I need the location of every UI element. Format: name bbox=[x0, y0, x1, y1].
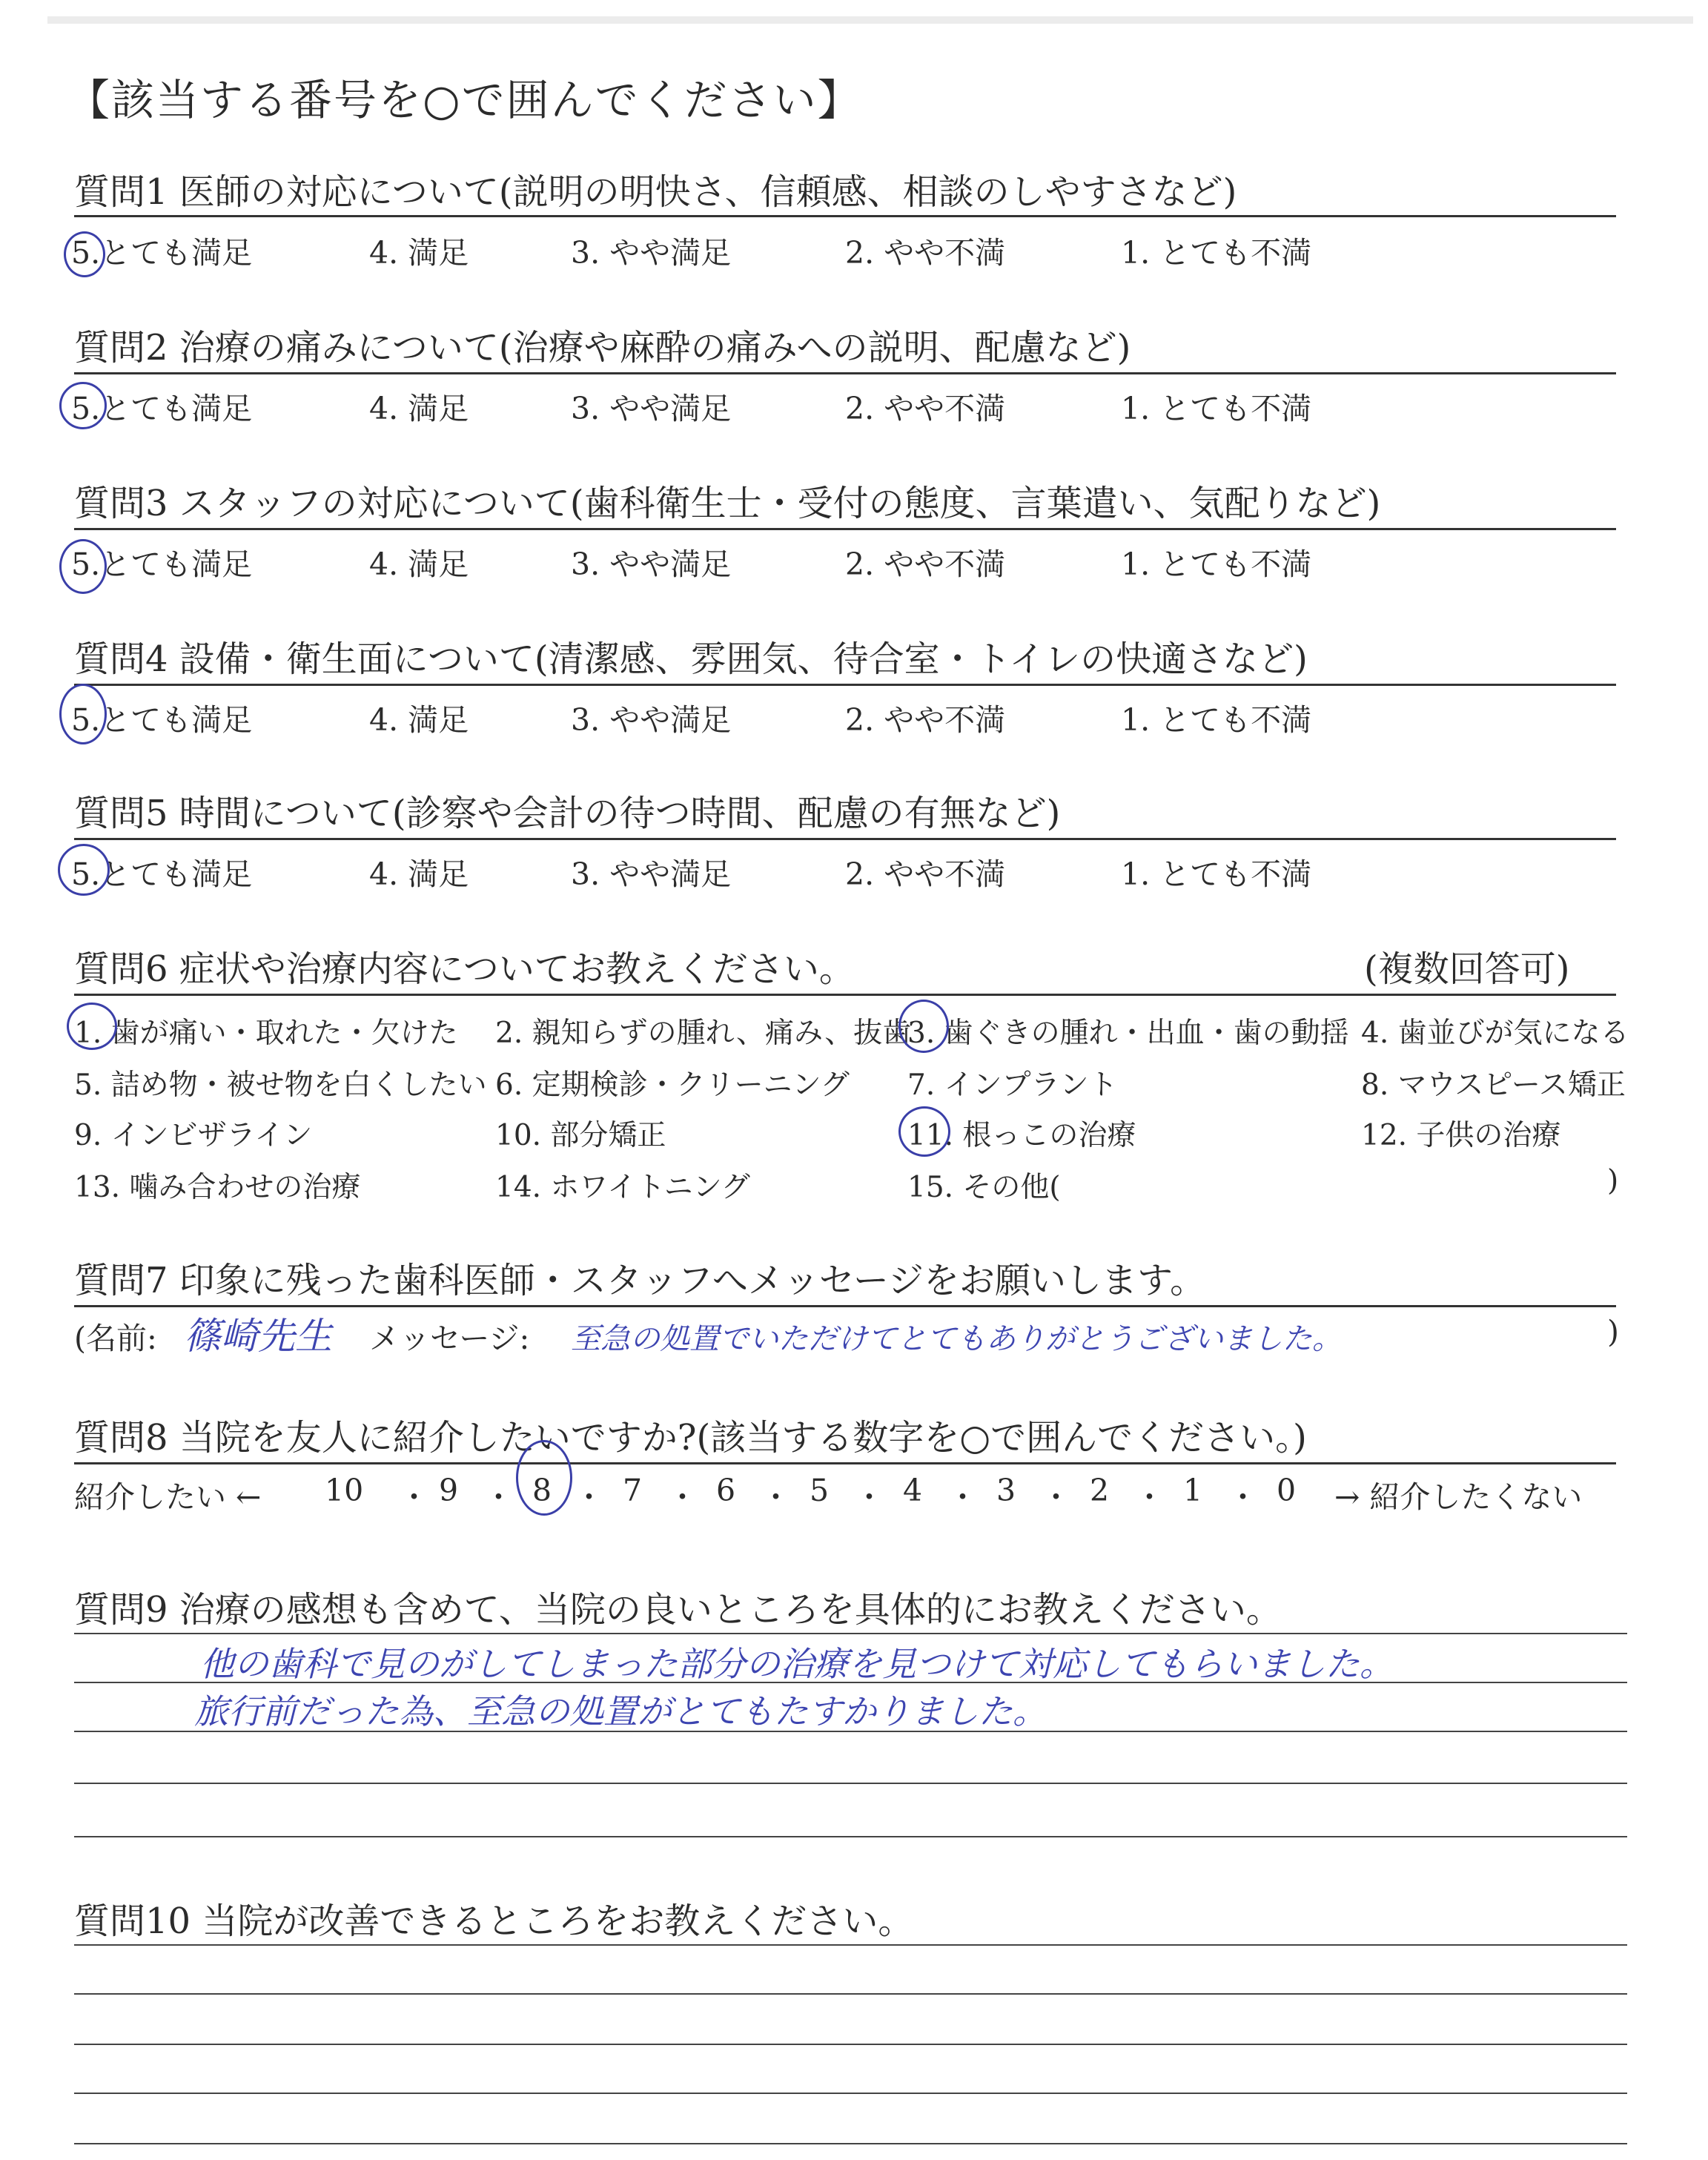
question-3: 質問3 スタッフの対応について(歯科衛生士・受付の態度、言葉遣い、気配りなど) bbox=[74, 483, 1381, 524]
q8-number-8[interactable]: 8 bbox=[532, 1473, 552, 1508]
q5-option-3[interactable]: 3. やや満足 bbox=[571, 856, 732, 892]
question-10: 質問10 当院が改善できるところをお教えください。 bbox=[74, 1900, 914, 1942]
q7-message-label: メッセージ: bbox=[369, 1321, 530, 1356]
q3-option-3[interactable]: 3. やや満足 bbox=[571, 546, 732, 582]
q8-dot: ・ bbox=[947, 1479, 978, 1515]
q6-option-14[interactable]: 14. ホワイトニング bbox=[495, 1171, 750, 1204]
q2-option-5[interactable]: 5.とても満足 bbox=[71, 391, 253, 426]
q9-answer-line-2[interactable]: 旅行前だった為、至急の処置がとてもたすかりました。 bbox=[194, 1691, 1047, 1731]
q1-option-2[interactable]: 2. やや不満 bbox=[845, 235, 1006, 271]
q8-dot: ・ bbox=[1041, 1479, 1071, 1515]
q8-dot: ・ bbox=[667, 1479, 698, 1515]
q2-answer-circle bbox=[59, 382, 107, 429]
q8-left-label: 紹介したい ← bbox=[74, 1479, 262, 1515]
question-2-rule bbox=[74, 372, 1616, 374]
q8-number-2[interactable]: 2 bbox=[1090, 1473, 1110, 1508]
q8-dot: ・ bbox=[1228, 1479, 1258, 1515]
q4-option-4[interactable]: 4. 満足 bbox=[369, 702, 469, 738]
q8-number-9[interactable]: 9 bbox=[439, 1473, 459, 1508]
q1-option-3[interactable]: 3. やや満足 bbox=[571, 235, 732, 271]
q3-answer-circle bbox=[59, 539, 107, 594]
question-2: 質問2 治療の痛みについて(治療や麻酔の痛みへの説明、配慮など) bbox=[74, 327, 1131, 369]
q10-line bbox=[74, 1944, 1627, 1946]
question-4-rule bbox=[74, 684, 1616, 686]
q6-option-13[interactable]: 13. 噛み合わせの治療 bbox=[74, 1171, 361, 1204]
q6-option-12[interactable]: 12. 子供の治療 bbox=[1361, 1119, 1561, 1152]
question-1-rule bbox=[74, 215, 1616, 217]
q6-option-7[interactable]: 7. インプラント bbox=[907, 1069, 1118, 1102]
q10-line bbox=[74, 2143, 1627, 2144]
page-title: 【該当する番号を○で囲んでください】 bbox=[67, 75, 862, 125]
question-8: 質問8 当院を友人に紹介したいですか?(該当する数字を○で囲んでください。) bbox=[74, 1417, 1307, 1459]
q8-answer-circle bbox=[516, 1440, 572, 1516]
q2-option-2[interactable]: 2. やや不満 bbox=[845, 391, 1006, 426]
q6-option-15-close: ) bbox=[1607, 1164, 1619, 1198]
q2-option-3[interactable]: 3. やや満足 bbox=[571, 391, 732, 426]
q5-option-2[interactable]: 2. やや不満 bbox=[845, 856, 1006, 892]
q8-right-label: → 紹介したくない bbox=[1334, 1479, 1583, 1515]
q10-line bbox=[74, 2093, 1627, 2094]
q8-number-10[interactable]: 10 bbox=[325, 1473, 364, 1508]
q8-number-4[interactable]: 4 bbox=[903, 1473, 923, 1508]
q5-option-1[interactable]: 1. とても不満 bbox=[1121, 856, 1312, 892]
scan-top-edge bbox=[47, 16, 1693, 24]
question-9: 質問9 治療の感想も含めて、当院の良いところを具体的にお教えください。 bbox=[74, 1589, 1282, 1631]
q8-number-0[interactable]: 0 bbox=[1277, 1473, 1297, 1508]
question-5-rule bbox=[74, 838, 1616, 840]
q6-option-2[interactable]: 2. 親知らずの腫れ、痛み、抜歯 bbox=[495, 1017, 912, 1050]
q8-dot: ・ bbox=[399, 1479, 429, 1515]
q10-line bbox=[74, 2044, 1627, 2045]
q6-option-3[interactable]: 3. 歯ぐきの腫れ・出血・歯の動揺 bbox=[907, 1017, 1349, 1050]
q7-message-handwritten[interactable]: 至急の処置でいただけてとてもありがとうございました。 bbox=[571, 1322, 1342, 1356]
q1-option-1[interactable]: 1. とても不満 bbox=[1121, 235, 1312, 271]
q3-option-1[interactable]: 1. とても不満 bbox=[1121, 546, 1312, 582]
question-8-rule bbox=[74, 1462, 1616, 1464]
q8-number-1[interactable]: 1 bbox=[1183, 1473, 1203, 1508]
q6-option-8[interactable]: 8. マウスピース矯正 bbox=[1361, 1069, 1626, 1102]
question-6: 質問6 症状や治療内容についてお教えください。 bbox=[74, 948, 855, 990]
question-4: 質問4 設備・衛生面について(清潔感、雰囲気、待合室・トイレの快適さなど) bbox=[74, 638, 1308, 680]
q6-answer-circle-3 bbox=[898, 1000, 949, 1053]
q2-option-1[interactable]: 1. とても不満 bbox=[1121, 391, 1312, 426]
question-3-rule bbox=[74, 528, 1616, 530]
q6-option-4[interactable]: 4. 歯並びが気になる bbox=[1361, 1017, 1629, 1050]
q9-line bbox=[74, 1836, 1627, 1837]
question-7: 質問7 印象に残った歯科医師・スタッフへメッセージをお願いします。 bbox=[74, 1260, 1206, 1301]
question-5: 質問5 時間について(診察や会計の待つ時間、配慮の有無など) bbox=[74, 793, 1061, 834]
q9-answer-line-1[interactable]: 他の歯科で見のがしてしまった部分の治療を見つけて対応してもらいました。 bbox=[200, 1644, 1394, 1684]
q7-name-handwritten[interactable]: 篠崎先生 bbox=[184, 1315, 332, 1358]
q10-line bbox=[74, 1993, 1627, 1995]
q6-option-9[interactable]: 9. インビザライン bbox=[74, 1119, 313, 1152]
q3-option-5[interactable]: 5.とても満足 bbox=[71, 546, 253, 582]
q9-line bbox=[74, 1783, 1627, 1784]
q6-answer-circle-1 bbox=[67, 1003, 117, 1050]
question-1: 質問1 医師の対応について(説明の明快さ、信頼感、相談のしやすさなど) bbox=[74, 171, 1237, 213]
q8-number-5[interactable]: 5 bbox=[810, 1473, 830, 1508]
q8-number-7[interactable]: 7 bbox=[623, 1473, 643, 1508]
q7-name-label: (名前: bbox=[74, 1321, 157, 1356]
q8-number-3[interactable]: 3 bbox=[996, 1473, 1016, 1508]
q7-close-paren: ) bbox=[1607, 1314, 1619, 1350]
q9-line bbox=[74, 1633, 1627, 1634]
q8-number-6[interactable]: 6 bbox=[716, 1473, 736, 1508]
q8-dot: ・ bbox=[483, 1479, 514, 1515]
q8-dot: ・ bbox=[574, 1479, 604, 1515]
q4-option-3[interactable]: 3. やや満足 bbox=[571, 702, 732, 738]
q6-option-15[interactable]: 15. その他( bbox=[907, 1171, 1061, 1204]
q8-dot: ・ bbox=[854, 1479, 884, 1515]
q4-option-1[interactable]: 1. とても不満 bbox=[1121, 702, 1312, 738]
q8-dot: ・ bbox=[761, 1479, 791, 1515]
q4-option-2[interactable]: 2. やや不満 bbox=[845, 702, 1006, 738]
q5-option-4[interactable]: 4. 満足 bbox=[369, 856, 469, 892]
q4-option-5[interactable]: 5.とても満足 bbox=[71, 702, 253, 738]
q6-option-10[interactable]: 10. 部分矯正 bbox=[495, 1119, 666, 1152]
q6-option-5[interactable]: 5. 詰め物・被せ物を白くしたい bbox=[74, 1069, 487, 1102]
q1-option-5[interactable]: 5.とても満足 bbox=[71, 235, 253, 271]
q5-answer-circle bbox=[58, 844, 110, 896]
q8-dot: ・ bbox=[1134, 1479, 1165, 1515]
question-6-rule bbox=[74, 994, 1616, 996]
q1-answer-circle bbox=[64, 231, 105, 277]
q4-answer-circle bbox=[59, 684, 107, 744]
q1-option-4[interactable]: 4. 満足 bbox=[369, 235, 469, 271]
q6-answer-circle-11 bbox=[898, 1106, 950, 1157]
q6-option-6[interactable]: 6. 定期検診・クリーニング bbox=[495, 1069, 850, 1102]
q6-option-11[interactable]: 11. 根っこの治療 bbox=[907, 1119, 1136, 1152]
q5-option-5[interactable]: 5.とても満足 bbox=[71, 856, 253, 892]
question-6-note: (複数回答可) bbox=[1364, 948, 1570, 990]
q3-option-2[interactable]: 2. やや不満 bbox=[845, 546, 1006, 582]
q6-option-1[interactable]: 1. 歯が痛い・取れた・欠けた bbox=[74, 1017, 458, 1050]
q2-option-4[interactable]: 4. 満足 bbox=[369, 391, 469, 426]
q3-option-4[interactable]: 4. 満足 bbox=[369, 546, 469, 582]
